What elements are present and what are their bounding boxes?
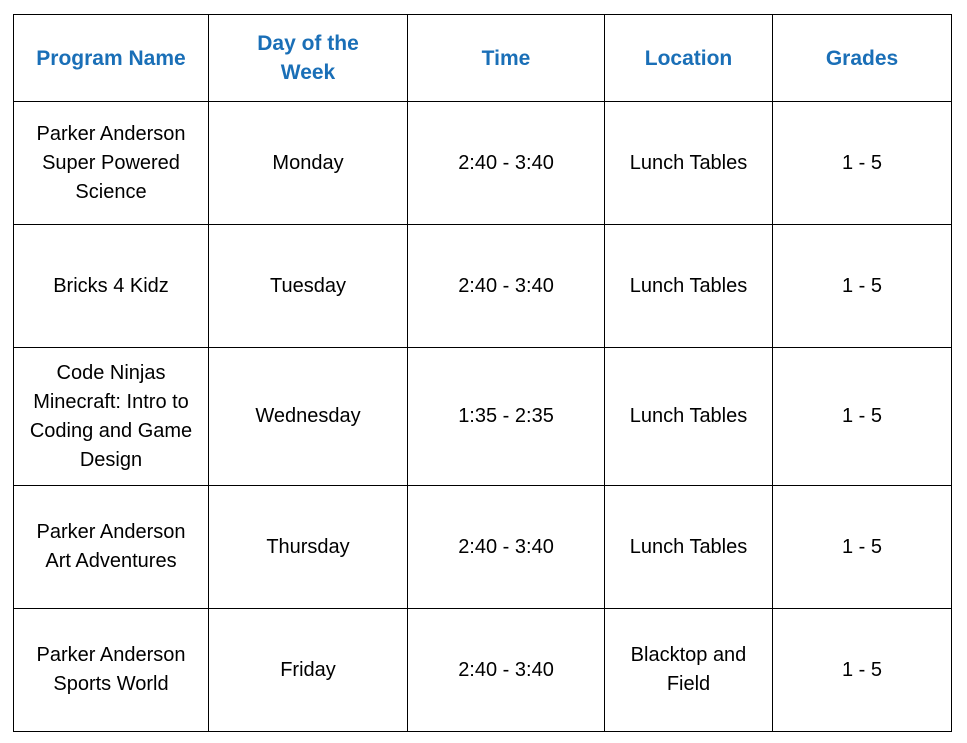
cell-location: Lunch Tables (605, 225, 773, 348)
cell-grades: 1 - 5 (773, 348, 952, 486)
table-row (14, 609, 952, 732)
cell-program-name: Bricks 4 Kidz (14, 225, 209, 348)
header-grades: Grades (773, 15, 952, 102)
cell-program-name: Parker Anderson Art Adventures (14, 486, 209, 609)
cell-location: Lunch Tables (605, 348, 773, 486)
table-row (14, 486, 952, 609)
cell-day: Tuesday (209, 225, 408, 348)
cell-day: Thursday (209, 486, 408, 609)
header-program-name: Program Name (14, 15, 209, 102)
header-day-of-week: Day of the Week (209, 15, 408, 102)
cell-time: 2:40 - 3:40 (408, 225, 605, 348)
cell-grades: 1 - 5 (773, 486, 952, 609)
cell-time: 2:40 - 3:40 (408, 486, 605, 609)
cell-program-name: Parker Anderson Super Powered Science (14, 102, 209, 225)
table-row (14, 102, 952, 225)
cell-day: Wednesday (209, 348, 408, 486)
header-row (14, 15, 952, 102)
cell-program-name: Parker Anderson Sports World (14, 609, 209, 732)
header-location: Location (605, 15, 773, 102)
cell-location: Blacktop and Field (605, 609, 773, 732)
cell-time: 2:40 - 3:40 (408, 102, 605, 225)
cell-location: Lunch Tables (605, 102, 773, 225)
cell-day: Monday (209, 102, 408, 225)
cell-time: 2:40 - 3:40 (408, 609, 605, 732)
table-row (14, 225, 952, 348)
cell-grades: 1 - 5 (773, 225, 952, 348)
cell-time: 1:35 - 2:35 (408, 348, 605, 486)
table-row (14, 348, 952, 486)
cell-grades: 1 - 5 (773, 609, 952, 732)
cell-program-name: Code Ninjas Minecraft: Intro to Coding and Game Design (14, 348, 209, 486)
header-time: Time (408, 15, 605, 102)
schedule-table (13, 14, 952, 732)
cell-location: Lunch Tables (605, 486, 773, 609)
cell-grades: 1 - 5 (773, 102, 952, 225)
cell-day: Friday (209, 609, 408, 732)
